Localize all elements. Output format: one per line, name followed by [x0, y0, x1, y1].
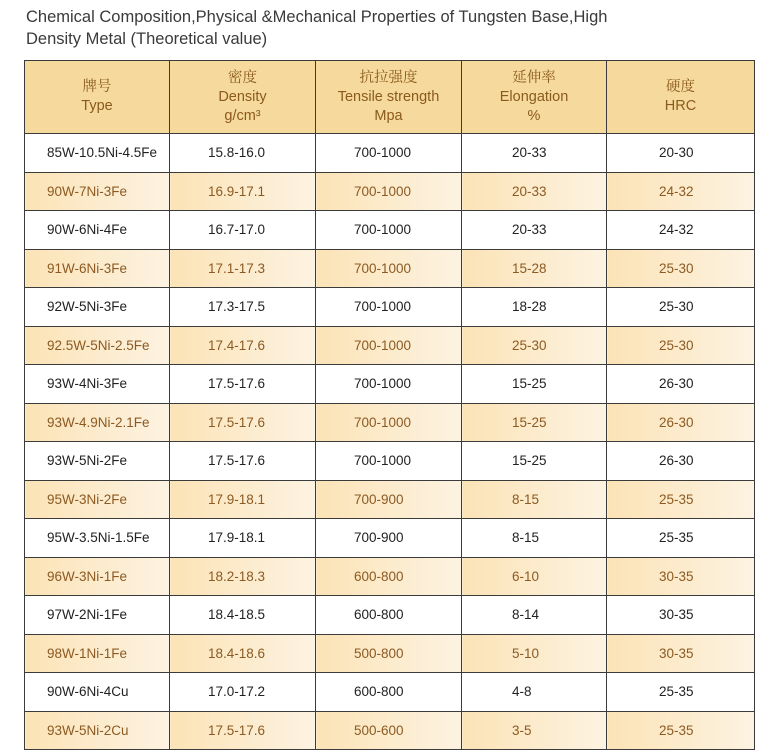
- cell-tensile: 700-1000: [316, 403, 462, 442]
- cell-hrc: 25-35: [607, 673, 755, 712]
- cell-type: 98W-1Ni-1Fe: [25, 634, 170, 673]
- cell-density: 17.9-18.1: [170, 480, 316, 519]
- cell-elongation: 20-33: [462, 172, 607, 211]
- cell-density: 18.2-18.3: [170, 557, 316, 596]
- cell-tensile: 700-900: [316, 519, 462, 558]
- cell-density: 17.0-17.2: [170, 673, 316, 712]
- cell-elongation: 6-10: [462, 557, 607, 596]
- table-row: [25, 172, 755, 211]
- cell-hrc: 26-30: [607, 403, 755, 442]
- cell-hrc: 25-35: [607, 480, 755, 519]
- cell-density: 18.4-18.6: [170, 634, 316, 673]
- cell-density: 16.7-17.0: [170, 211, 316, 250]
- cell-tensile: 700-1000: [316, 249, 462, 288]
- cell-hrc: 24-32: [607, 172, 755, 211]
- cell-tensile: 500-800: [316, 634, 462, 673]
- cell-density: 17.3-17.5: [170, 288, 316, 327]
- cell-hrc: 25-30: [607, 326, 755, 365]
- cell-type: 93W-4Ni-3Fe: [25, 365, 170, 404]
- cell-type: 92.5W-5Ni-2.5Fe: [25, 326, 170, 365]
- cell-density: 16.9-17.1: [170, 172, 316, 211]
- table-row: [25, 711, 755, 750]
- cell-elongation: 15-25: [462, 365, 607, 404]
- table-row: [25, 557, 755, 596]
- cell-hrc: 25-30: [607, 249, 755, 288]
- table-row: [25, 442, 755, 481]
- cell-hrc: 25-30: [607, 288, 755, 327]
- table-row: [25, 249, 755, 288]
- table-body: [25, 134, 755, 750]
- cell-hrc: 26-30: [607, 442, 755, 481]
- cell-density: 17.9-18.1: [170, 519, 316, 558]
- table-row: [25, 403, 755, 442]
- cell-type: 95W-3.5Ni-1.5Fe: [25, 519, 170, 558]
- cell-density: 17.5-17.6: [170, 442, 316, 481]
- cell-tensile: 500-600: [316, 711, 462, 750]
- header-density: 密度 Density g/cm³: [170, 61, 316, 134]
- title-line-1: Chemical Composition,Physical &Mechanical Properties of Tungsten Base,High: [26, 8, 608, 26]
- cell-tensile: 700-1000: [316, 288, 462, 327]
- table-row: [25, 134, 755, 173]
- cell-hrc: 30-35: [607, 596, 755, 635]
- table-row: [25, 519, 755, 558]
- cell-hrc: 25-35: [607, 519, 755, 558]
- cell-tensile: 600-800: [316, 673, 462, 712]
- table-row: [25, 480, 755, 519]
- cell-density: 15.8-16.0: [170, 134, 316, 173]
- cell-hrc: 30-35: [607, 557, 755, 596]
- cell-hrc: 25-35: [607, 711, 755, 750]
- cell-elongation: 8-14: [462, 596, 607, 635]
- cell-type: 93W-4.9Ni-2.1Fe: [25, 403, 170, 442]
- header-type: 牌号 Type: [25, 61, 170, 134]
- cell-tensile: 700-1000: [316, 326, 462, 365]
- cell-elongation: 15-25: [462, 442, 607, 481]
- cell-elongation: 3-5: [462, 711, 607, 750]
- cell-elongation: 5-10: [462, 634, 607, 673]
- cell-hrc: 30-35: [607, 634, 755, 673]
- cell-elongation: 8-15: [462, 480, 607, 519]
- cell-tensile: 700-1000: [316, 172, 462, 211]
- header-elongation: 延伸率 Elongation %: [462, 61, 607, 134]
- cell-type: 85W-10.5Ni-4.5Fe: [25, 134, 170, 173]
- cell-tensile: 700-1000: [316, 365, 462, 404]
- table-header-row: [25, 61, 755, 134]
- cell-density: 17.5-17.6: [170, 403, 316, 442]
- cell-type: 92W-5Ni-3Fe: [25, 288, 170, 327]
- cell-elongation: 18-28: [462, 288, 607, 327]
- table-row: [25, 673, 755, 712]
- table-row: [25, 365, 755, 404]
- cell-elongation: 20-33: [462, 211, 607, 250]
- cell-tensile: 700-1000: [316, 134, 462, 173]
- table-row: [25, 596, 755, 635]
- cell-tensile: 700-1000: [316, 211, 462, 250]
- table-row: [25, 326, 755, 365]
- cell-type: 95W-3Ni-2Fe: [25, 480, 170, 519]
- table-row: [25, 288, 755, 327]
- cell-hrc: 26-30: [607, 365, 755, 404]
- cell-density: 18.4-18.5: [170, 596, 316, 635]
- page-title: [26, 6, 766, 50]
- table-row: [25, 634, 755, 673]
- cell-tensile: 700-900: [316, 480, 462, 519]
- cell-elongation: 25-30: [462, 326, 607, 365]
- properties-table: [24, 60, 755, 750]
- cell-type: 90W-7Ni-3Fe: [25, 172, 170, 211]
- cell-density: 17.5-17.6: [170, 365, 316, 404]
- header-tensile-strength: 抗拉强度 Tensile strength Mpa: [316, 61, 462, 134]
- cell-density: 17.5-17.6: [170, 711, 316, 750]
- title-line-2: Density Metal (Theoretical value): [26, 30, 268, 48]
- cell-density: 17.4-17.6: [170, 326, 316, 365]
- cell-elongation: 15-28: [462, 249, 607, 288]
- cell-elongation: 4-8: [462, 673, 607, 712]
- cell-type: 90W-6Ni-4Cu: [25, 673, 170, 712]
- cell-type: 96W-3Ni-1Fe: [25, 557, 170, 596]
- cell-type: 97W-2Ni-1Fe: [25, 596, 170, 635]
- cell-type: 91W-6Ni-3Fe: [25, 249, 170, 288]
- cell-hrc: 24-32: [607, 211, 755, 250]
- cell-elongation: 15-25: [462, 403, 607, 442]
- cell-tensile: 600-800: [316, 596, 462, 635]
- cell-tensile: 700-1000: [316, 442, 462, 481]
- cell-elongation: 20-33: [462, 134, 607, 173]
- cell-type: 90W-6Ni-4Fe: [25, 211, 170, 250]
- cell-density: 17.1-17.3: [170, 249, 316, 288]
- table-row: [25, 211, 755, 250]
- cell-hrc: 20-30: [607, 134, 755, 173]
- cell-type: 93W-5Ni-2Cu: [25, 711, 170, 750]
- header-hardness: 硬度 HRC: [607, 61, 755, 134]
- cell-elongation: 8-15: [462, 519, 607, 558]
- cell-type: 93W-5Ni-2Fe: [25, 442, 170, 481]
- cell-tensile: 600-800: [316, 557, 462, 596]
